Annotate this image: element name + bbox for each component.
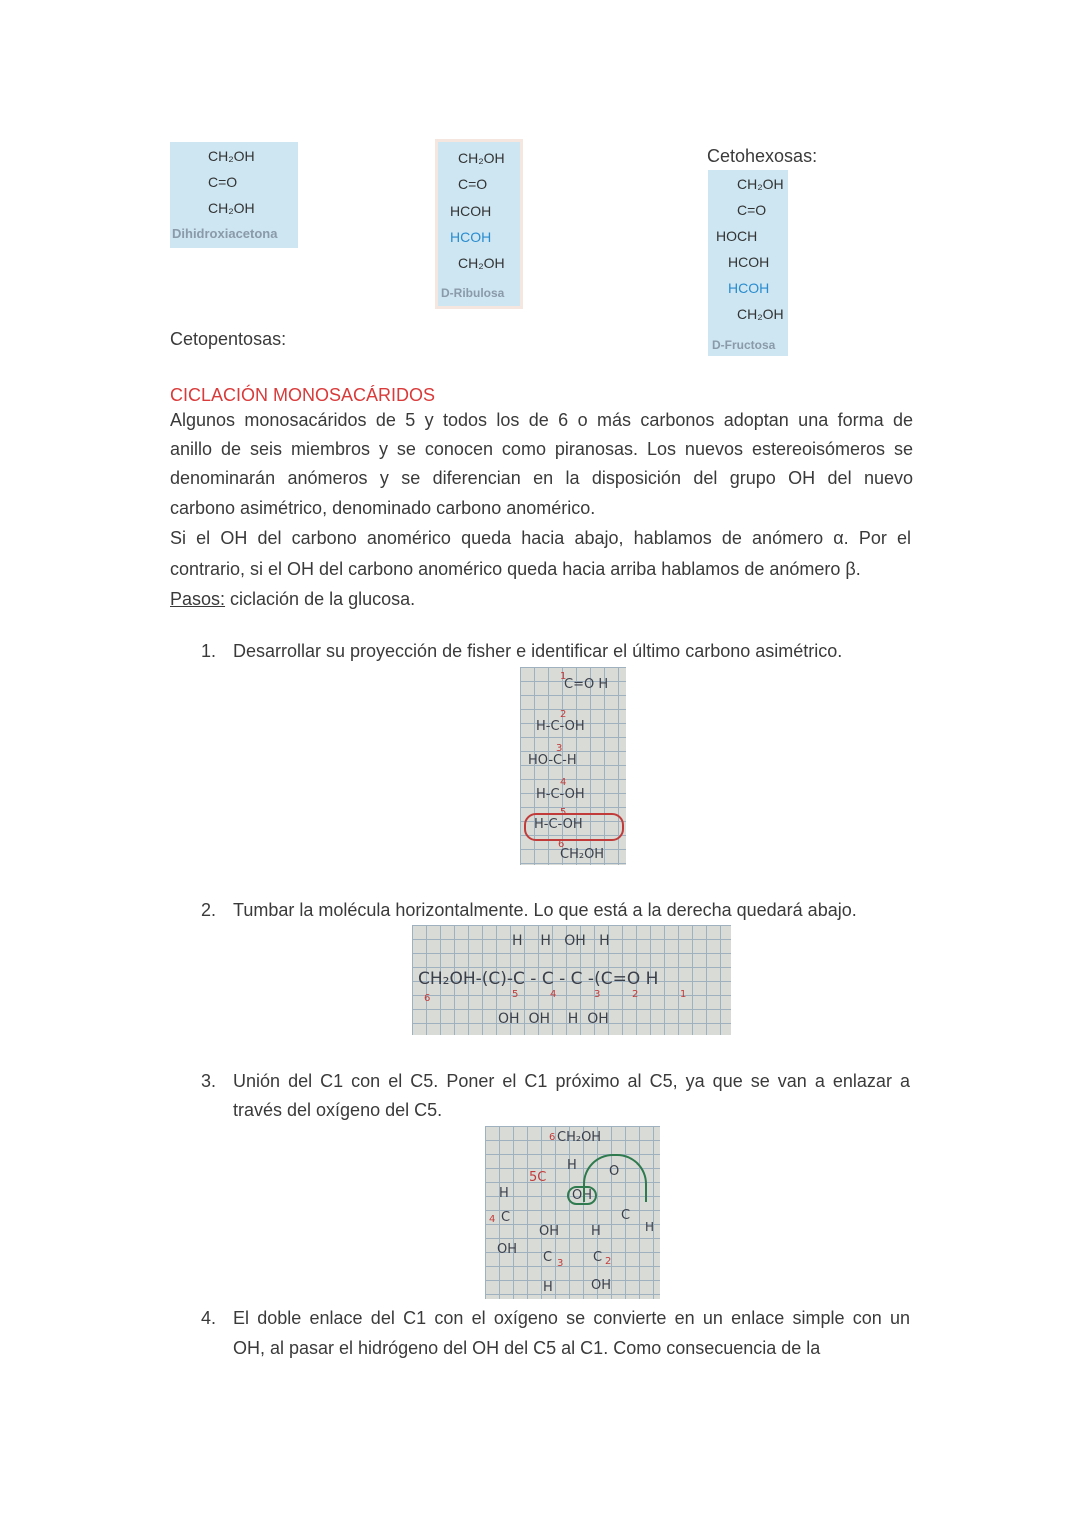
pasos-label: Pasos:: [170, 589, 226, 609]
step-text: Unión del C1 con el C5. Poner el C1 próximo al C5, ya que se van a enlazar a: [233, 1071, 910, 1091]
handwritten-line: H: [499, 1186, 509, 1201]
carbon-number: 5: [560, 807, 567, 818]
step-text: través del oxígeno del C5.: [233, 1100, 443, 1120]
circled-carbon-5: [524, 813, 624, 841]
handwritten-line: C=O H: [564, 677, 609, 692]
handwritten-line: O: [609, 1164, 620, 1179]
step-text: Tumbar la molécula horizontalmente. Lo que está a la derecha quedará abajo.: [233, 900, 857, 920]
carbon-number: 5: [512, 989, 519, 1000]
carbon-number: 2: [560, 709, 567, 720]
handwritten-line: CH₂OH: [560, 847, 605, 862]
paragraph-line: Si el OH del carbono anomérico queda hacia abajo, hablamos de anómero α. Por el: [170, 528, 911, 548]
handwritten-line: OH: [539, 1224, 560, 1239]
carbon-number: 4: [560, 777, 567, 788]
step-number: 2.: [201, 900, 217, 920]
structure-line: CH₂OH: [208, 200, 255, 216]
structure-line: CH₂OH: [208, 148, 255, 164]
handwritten-line: C: [543, 1250, 553, 1265]
paragraph-line: contrario, si el OH del carbono anomérico queda hacia arriba hablamos de anómero β.: [170, 559, 861, 579]
structure-line: CH₂OH: [737, 176, 784, 192]
structure-caption: Dihidroxiacetona: [172, 226, 278, 241]
handwritten-line: C: [501, 1210, 511, 1225]
carbon-number: 4: [550, 989, 557, 1000]
structure-line: HCOH: [450, 203, 492, 219]
fructosa-structure: [708, 170, 788, 356]
structure-line: C=O: [737, 202, 767, 218]
structure-line: CH₂OH: [458, 150, 505, 166]
dihidroxiacetona-structure: [170, 142, 298, 248]
carbon-number: 4: [489, 1214, 496, 1225]
structure-line: CH₂OH: [458, 255, 505, 271]
pasos-text: ciclación de la glucosa.: [225, 589, 416, 609]
handwritten-line: OH: [591, 1278, 612, 1293]
handwritten-line: C: [621, 1208, 631, 1223]
handwritten-line: H-C-OH: [534, 817, 583, 832]
carbon-number: 6: [424, 993, 431, 1004]
paragraph-line: anillo de seis miembros y se conocen como piranosas. Los nuevos estereoisómeros se: [170, 439, 913, 459]
handwritten-line: CH₂OH: [557, 1130, 602, 1145]
pasos-line: [170, 584, 415, 614]
fisher-projection-photo: [520, 667, 626, 865]
step-text: OH, al pasar el hidrógeno del OH del C5 al C1. Como consecuencia de la: [233, 1338, 821, 1358]
structure-line: HCOH: [450, 229, 492, 245]
structure-line: HOCH: [716, 228, 758, 244]
cetopentosas-label: Cetopentosas:: [170, 329, 287, 349]
handwritten-line: H: [567, 1158, 577, 1173]
step-text: El doble enlace del C1 con el oxígeno se convierte en un enlace simple con un: [233, 1308, 910, 1328]
horizontal-molecule-photo: [412, 925, 731, 1035]
paragraph-line: denominarán anómeros y se diferencian en la disposición del grupo OH del nuevo: [170, 468, 913, 488]
handwritten-line: H-C-OH: [536, 719, 585, 734]
handwritten-line: H H OH H: [512, 933, 610, 949]
handwritten-line: HO-C-H: [528, 753, 577, 768]
carbon-number: 3: [557, 1258, 564, 1269]
structure-line: C=O: [458, 176, 488, 192]
handwritten-line: 5C: [529, 1170, 547, 1185]
carbon-number: 3: [594, 989, 601, 1000]
structure-line: HCOH: [728, 280, 770, 296]
handwritten-line: OH: [497, 1242, 518, 1257]
paragraph-line: carbono asimétrico, denominado carbono anomérico.: [170, 498, 596, 518]
step-number: 3.: [201, 1071, 217, 1091]
paragraph-line: Algunos monosacáridos de 5 y todos los de 6 o más carbonos adoptan una forma de: [170, 410, 913, 430]
cetohexosas-label: Cetohexosas:: [707, 146, 818, 166]
handwritten-line: OH OH H OH: [498, 1011, 609, 1027]
handwritten-line: H: [591, 1224, 601, 1239]
ribulosa-structure: [438, 142, 520, 306]
step-number: 1.: [201, 641, 217, 661]
carbon-number: 2: [605, 1256, 612, 1267]
structure-caption: D-Ribulosa: [441, 286, 505, 300]
carbon-number: 1: [560, 671, 567, 682]
handwritten-line: H: [645, 1220, 655, 1234]
ring-formation-photo: [485, 1126, 660, 1299]
structure-line: C=O: [208, 174, 238, 190]
carbon-number: 1: [680, 989, 687, 1000]
section-heading: CICLACIÓN MONOSACÁRIDOS: [170, 385, 436, 405]
handwritten-line: OH: [567, 1186, 597, 1205]
carbon-number: 3: [556, 743, 563, 754]
carbon-number: 6: [549, 1132, 556, 1143]
structure-line: HCOH: [728, 254, 770, 270]
carbon-number: 2: [632, 989, 639, 1000]
carbon-number: 6: [558, 839, 565, 850]
step-number: 4.: [201, 1308, 217, 1328]
handwritten-line: H: [543, 1280, 553, 1295]
handwritten-line: H-C-OH: [536, 787, 585, 802]
structure-line: CH₂OH: [737, 306, 784, 322]
handwritten-line: C: [593, 1250, 603, 1265]
structure-caption: D-Fructosa: [712, 338, 776, 352]
step-text: Desarrollar su proyección de fisher e identificar el último carbono asimétrico.: [233, 641, 843, 661]
handwritten-line: CH₂OH-(C)-C - C - C -(C=O H: [418, 969, 659, 989]
